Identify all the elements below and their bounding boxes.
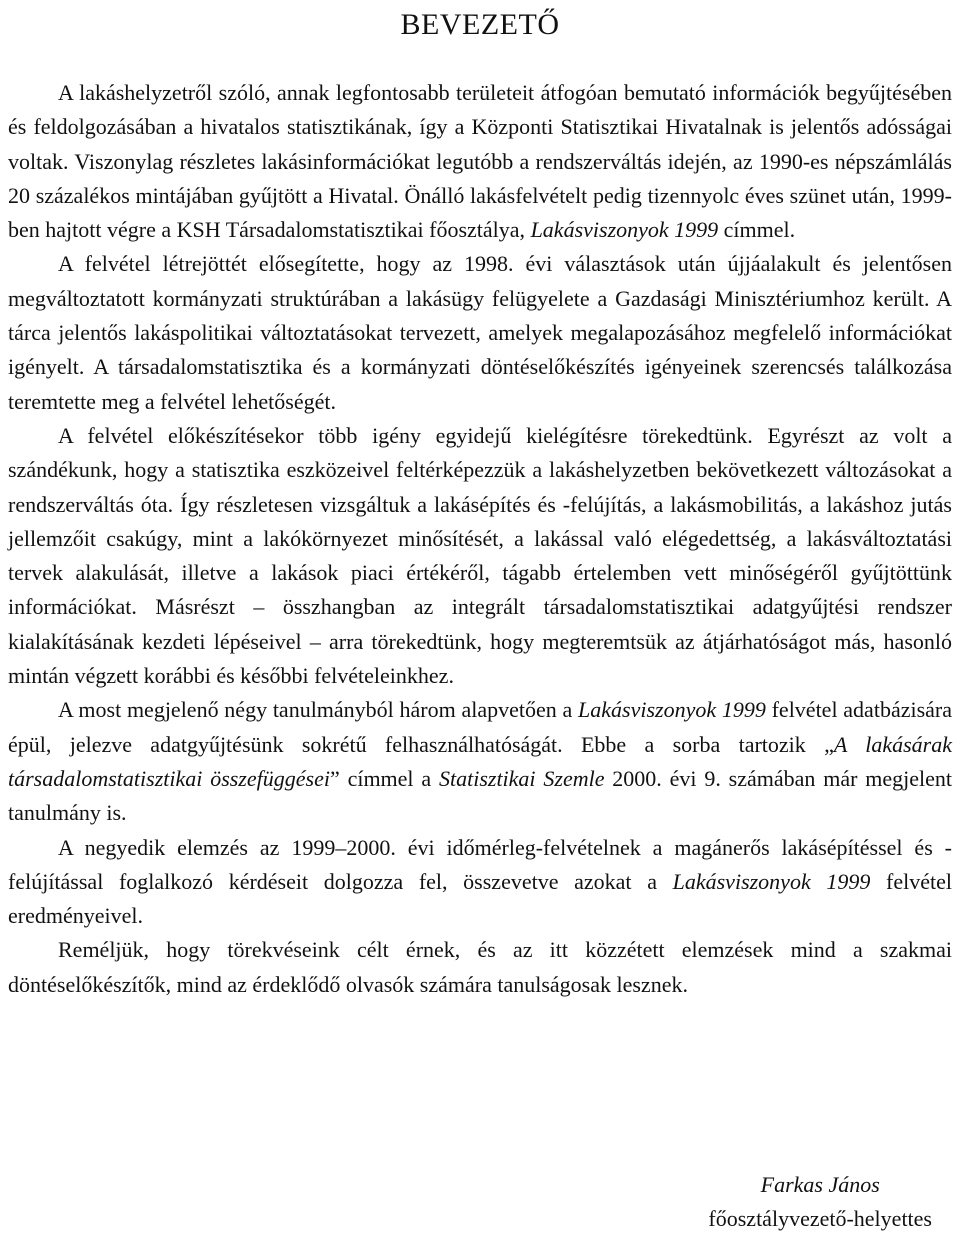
- signature-name: Farkas János: [760, 1172, 880, 1197]
- signature-block: [708, 1168, 932, 1236]
- body-text: [8, 76, 952, 1002]
- text-run: A lakáshelyzetről szóló, annak legfontosabb területeit átfogóan bemutató információk begyűjtésében és feldolgozásában a hivatalos statisztikának, így a Központi Statisztikai Hivatalnak is jelentős adósságai voltak. Viszonylag részletes lakásinformációkat legutóbb a rendszerváltás idején, az 1990-es népszámlálás 20 százalékos mintájában gyűjtött a Hivatal. Önálló lakásfelvételt pedig tizennyolc éves szünet után, 1999-ben hajtott végre a KSH Társadalomstatisztikai főosztálya,: [8, 80, 952, 243]
- italic-title-run: Statisztikai Szemle: [438, 765, 605, 791]
- italic-title-run: A lakásárak társadalomstatisztikai összefüggései: [8, 731, 952, 791]
- page-title: BEVEZETŐ: [400, 8, 560, 41]
- paragraph-4: [8, 693, 952, 830]
- text-run: A most megjelenő négy tanulmányból három alapvetően a: [58, 697, 579, 723]
- italic-title-run: Lakásviszonyok 1999: [672, 868, 871, 894]
- italic-title-run: Lakásviszonyok 1999: [578, 697, 766, 723]
- signature-position: főosztályvezető-helyettes: [708, 1206, 932, 1231]
- paragraph-5: [8, 831, 952, 934]
- paragraph-2: [8, 247, 952, 418]
- text-run: A negyedik elemzés az 1999–2000. évi időmérleg-felvételnek a magánerős lakásépítéssel és -felújítással foglalkozó kérdéseit dolgozza fel, összevetve azokat a: [8, 834, 952, 894]
- text-run: A felvétel létrejöttét elősegítette, hogy az 1998. évi választások után újjáalakult és jelentősen megváltoztatott kormányzati struktúrában a lakásügy felügyelete a Gazdasági Minisztériumhoz került. A tárca jelentős lakáspolitikai változtatásokat tervezett, amelyek megalapozásához megfelelő információkat igényelt. A társadalomstatisztika és a kormányzati döntéselőkészítés igényeinek szerencsés találkozása teremtette meg a felvétel lehetőségét.: [8, 251, 952, 414]
- paragraph-1: [8, 76, 952, 247]
- document-page: [8, 0, 952, 1002]
- paragraph-3: [8, 419, 952, 693]
- text-run: ” címmel a: [329, 765, 439, 791]
- italic-title-run: Lakásviszonyok 1999: [530, 217, 719, 243]
- text-run: felvétel eredményeivel.: [8, 868, 952, 929]
- paragraph-6: [8, 933, 952, 1002]
- text-run: felvétel adatbázisára épül, jelezve adatgyűjtésünk sokrétű felhasználhatóságát. Ebbe a sorba tartozik „: [8, 697, 952, 757]
- text-run: A felvétel előkészítésekor több igény egyidejű kielégítésre törekedtünk. Egyrészt az volt a szándékunk, hogy a statisztika eszközeivel feltérképezzük a lakáshelyzetben bekövetkezett változásokat a rendszerváltás óta. Így részletesen vizsgáltuk a lakásépítés és -felújítás, a lakásmobilitás, a lakáshoz jutás jellemzőit csakúgy, mint a lakókörnyezet minősítését, a lakással való elégedettség, a lakásváltoztatási tervek alakulását, illetve a lakások piaci értékéről, tágabb értelemben vett minőségéről gyűjtöttünk információkat. Másrészt – összhangban az integrált társadalomstatisztikai adatgyűjtési rendszer kialakításának kezdeti lépéseivel – arra törekedtünk, hogy megteremtsük az átjárhatóságot más, hasonló mintán végzett korábbi és későbbi felvételeinkhez.: [8, 422, 952, 689]
- text-run: 2000. évi 9. számában már megjelent tanulmány is.: [8, 765, 953, 826]
- text-run: címmel.: [718, 217, 796, 243]
- text-run: Reméljük, hogy törekvéseink célt érnek, és az itt közzétett elemzések mind a szakmai döntéselőkészítők, mind az érdeklődő olvasók számára tanulságosak lesznek.: [8, 937, 952, 997]
